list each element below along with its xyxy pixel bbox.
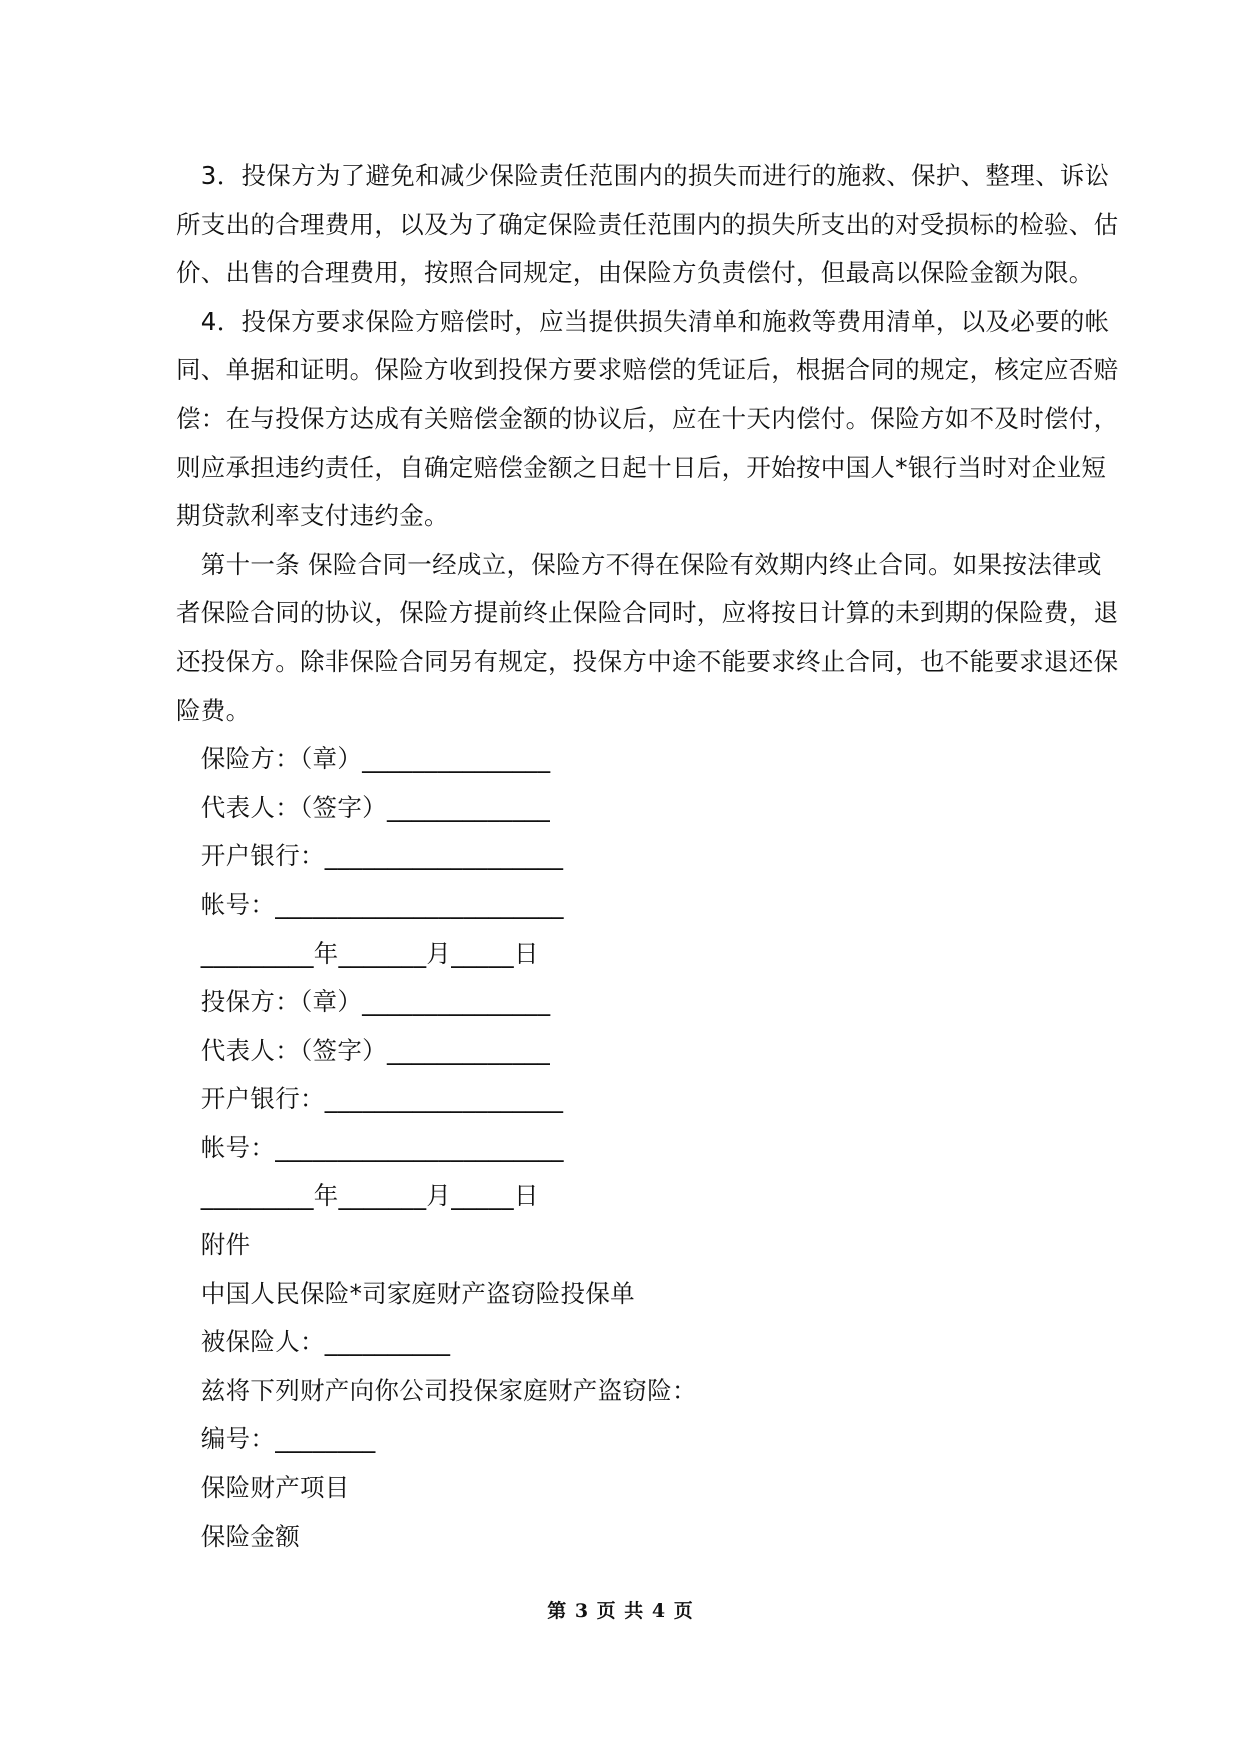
text-line: 险费。 [176, 695, 251, 725]
policyholder-account-line: 帐号：_______________________ [176, 1132, 564, 1162]
text-line: 期贷款利率支付违约金。 [176, 501, 449, 531]
insurer-account-line: 帐号：_______________________ [176, 889, 564, 919]
insurer-seal-line: 保险方：（章）_______________ [176, 744, 551, 774]
insurer-representative-line: 代表人：（签字）_____________ [176, 792, 551, 822]
text-line: 则应承担违约责任，自确定赔偿金额之日起十日后，开始按中国人*银行当时对企业短 [176, 452, 1107, 482]
signature-block [176, 735, 1094, 1561]
page-number-footer: 第 3 页 共 4 页 [547, 1600, 694, 1622]
clause-3-paragraph [176, 152, 1119, 298]
application-statement: 兹将下列财产向你公司投保家庭财产盗窃险： [176, 1375, 697, 1405]
policyholder-seal-line: 投保方：（章）_______________ [176, 987, 551, 1017]
clause-4-paragraph [176, 298, 1119, 541]
insurer-bank-line: 开户银行：___________________ [176, 841, 564, 871]
insured-property-items-label: 保险财产项目 [176, 1473, 350, 1503]
policyholder-representative-line: 代表人：（签字）_____________ [176, 1035, 551, 1065]
attachment-heading: 附件 [176, 1230, 251, 1260]
policyholder-date-line: _________年_______月_____日 [176, 1181, 539, 1211]
text-line: 4．投保方要求保险方赔偿时，应当提供损失清单和施救等费用清单，以及必要的帐 [176, 306, 1110, 336]
text-line: 所支出的合理费用，以及为了确定保险责任范围内的损失所支出的对受损标的检验、估 [176, 209, 1119, 239]
text-line: 者保险合同的协议，保险方提前终止保险合同时，应将按日计算的未到期的保险费，退 [176, 598, 1119, 628]
insured-party-line: 被保险人：__________ [176, 1327, 451, 1357]
insurer-date-line: _________年_______月_____日 [176, 938, 539, 968]
text-line: 价、出售的合理费用，按照合同规定，由保险方负责偿付，但最高以保险金额为限。 [176, 258, 1094, 288]
text-line: 同、单据和证明。保险方收到投保方要求赔偿的凭证后，根据合同的规定，核定应否赔 [176, 355, 1119, 385]
serial-number-line: 编号：________ [176, 1424, 376, 1454]
text-line: 第十一条 保险合同一经成立，保险方不得在保险有效期内终止合同。如果按法律或 [176, 549, 1102, 579]
article-11-paragraph [176, 541, 1119, 735]
application-form-title: 中国人民保险*司家庭财产盗窃险投保单 [176, 1278, 635, 1308]
insured-amount-label: 保险金额 [176, 1521, 300, 1551]
document-body [176, 152, 1119, 1561]
policyholder-bank-line: 开户银行：___________________ [176, 1084, 564, 1114]
text-line: 还投保方。除非保险合同另有规定，投保方中途不能要求终止合同，也不能要求退还保 [176, 646, 1119, 676]
text-line: 3．投保方为了避免和减少保险责任范围内的损失而进行的施救、保护、整理、诉讼 [176, 161, 1110, 190]
text-line: 偿：在与投保方达成有关赔偿金额的协议后，应在十天内偿付。保险方如不及时偿付， [176, 403, 1119, 433]
